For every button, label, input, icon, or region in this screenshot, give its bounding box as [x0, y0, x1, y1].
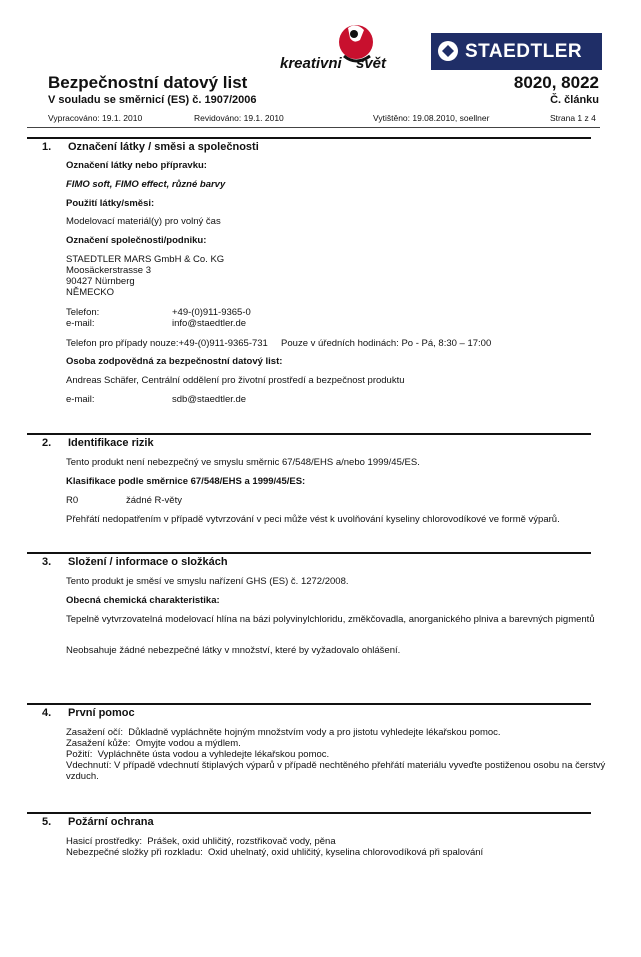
section-3-number: 3. [42, 556, 52, 568]
kreativni-svet-logo [278, 16, 400, 80]
staedtler-logo [431, 33, 602, 70]
page-number: Strana 1 z 4 [550, 113, 596, 123]
use-text: Modelovací materiál(y) pro volný čas [66, 216, 221, 227]
use-label: Použití látky/směsi: [66, 198, 155, 209]
section-2-number: 2. [42, 437, 52, 449]
company-line: STAEDTLER MARS GmbH & Co. KG [66, 254, 225, 265]
section-5-title: Požární ochrana [68, 816, 154, 828]
company-label: Označení společnosti/podniku: [66, 235, 207, 246]
r-text: žádné R-věty [126, 495, 182, 506]
chemical-label: Obecná chemická charakteristika: [66, 595, 220, 606]
staedtler-logo-text: STAEDTLER [465, 41, 583, 62]
r-code: R0 [66, 495, 79, 506]
responsible-label: Osoba zodpovědná za bezpečnostní datový list: [66, 356, 283, 367]
svg-text:kreativni: kreativni [280, 55, 342, 72]
prepared-date: Vypracováno: 19.1. 2010 [48, 113, 143, 123]
company-line: Moosäckerstrasse 3 [66, 265, 152, 276]
phone-value: +49-(0)911-9365-0 [172, 307, 251, 318]
section-5-number: 5. [42, 816, 52, 828]
header-divider [27, 127, 600, 128]
chemical-text: Tepelně vytvrzovatelná modelovací hlína na bázi polyvinylchloridu, změkčovadla, anorganického plniva a barevných pigmentů [66, 614, 595, 625]
first-aid-line: Požití: Vypláchněte ústa vodou a vyhledejte lékařskou pomoc. [66, 749, 330, 760]
emergency-phone: Telefon pro případy nouze:+49-(0)911-9365-731 Pouze v úředních hodinách: Po - Pá, 8:30 – 17:00 [66, 338, 492, 349]
company-line: 90427 Nürnberg [66, 276, 135, 287]
company-line: NĚMECKO [66, 287, 115, 298]
section-4-title: První pomoc [68, 707, 135, 719]
section-1-number: 1. [42, 141, 52, 153]
section-4-rule [27, 703, 591, 705]
section-2-rule [27, 433, 591, 435]
article-label: Č. článku [550, 94, 599, 106]
phone-label: Telefon: [66, 307, 100, 318]
document-subtitle: V souladu se směrnicí (ES) č. 1907/2006 [48, 94, 257, 106]
no-hazard-text: Neobsahuje žádné nebezpečné látky v množství, které by vyžadovalo ohlášení. [66, 645, 401, 656]
designation-label: Označení látky nebo přípravku: [66, 160, 207, 171]
svg-text:svět: svět [356, 55, 387, 72]
hazard-text: Tento produkt není nebezpečný ve smyslu směrnic 67/548/EHS a/nebo 1999/45/ES. [66, 457, 420, 468]
article-numbers: 8020, 8022 [513, 73, 599, 92]
section-4-number: 4. [42, 707, 52, 719]
classification-label: Klasifikace podle směrnice 67/548/EHS a 1999/45/ES: [66, 476, 306, 487]
printed-info: Vytištěno: 19.08.2010, soellner [373, 113, 490, 123]
email2-label: e-mail: [66, 394, 95, 405]
section-1-title: Označení látky / směsi a společnosti [68, 141, 259, 153]
fire-line: Nebezpečné složky při rozkladu: Oxid uhelnatý, oxid uhličitý, kyselina chlorovodíková při spalování [66, 847, 484, 858]
section-3-rule [27, 552, 591, 554]
email-label: e-mail: [66, 318, 95, 329]
section-3-title: Složení / informace o složkách [68, 556, 228, 568]
overheating-text: Přehřátí nedopatřením v případě vytvrzování v peci může vést k uvolňování kyseliny chlorovodíkové ve formě výparů. [66, 514, 560, 525]
section-2-title: Identifikace rizik [68, 437, 154, 449]
composition-text: Tento produkt je směsí ve smyslu nařízení GHS (ES) č. 1272/2008. [66, 576, 349, 587]
fire-line: Hasicí prostředky: Prášek, oxid uhličitý, rozstřikovač vody, pěna [66, 836, 336, 847]
email2-value: sdb@staedtler.de [172, 394, 247, 405]
responsible-text: Andreas Schäfer, Centrální oddělení pro životní prostředí a bezpečnost produktu [66, 375, 405, 386]
section-1-rule [27, 137, 591, 139]
first-aid-line: Vdechnutí: V případě vdechnutí štiplavých výparů v případě nechtěného přehřátí materiálu vyveďte postiženou osobu na čerstvý vzduch. [66, 760, 606, 782]
first-aid-line: Zasažení kůže: Omyjte vodou a mýdlem. [66, 738, 241, 749]
section-5-rule [27, 812, 591, 814]
email-value: info@staedtler.de [172, 318, 247, 329]
document-title: Bezpečnostní datový list [48, 73, 248, 92]
product-name: FIMO soft, FIMO effect, různé barvy [66, 179, 226, 190]
revised-date: Revidováno: 19.1. 2010 [194, 113, 284, 123]
first-aid-line: Zasažení očí: Důkladně vypláchněte hojným množstvím vody a pro jistotu vyhledejte lékařskou pomoc. [66, 727, 501, 738]
